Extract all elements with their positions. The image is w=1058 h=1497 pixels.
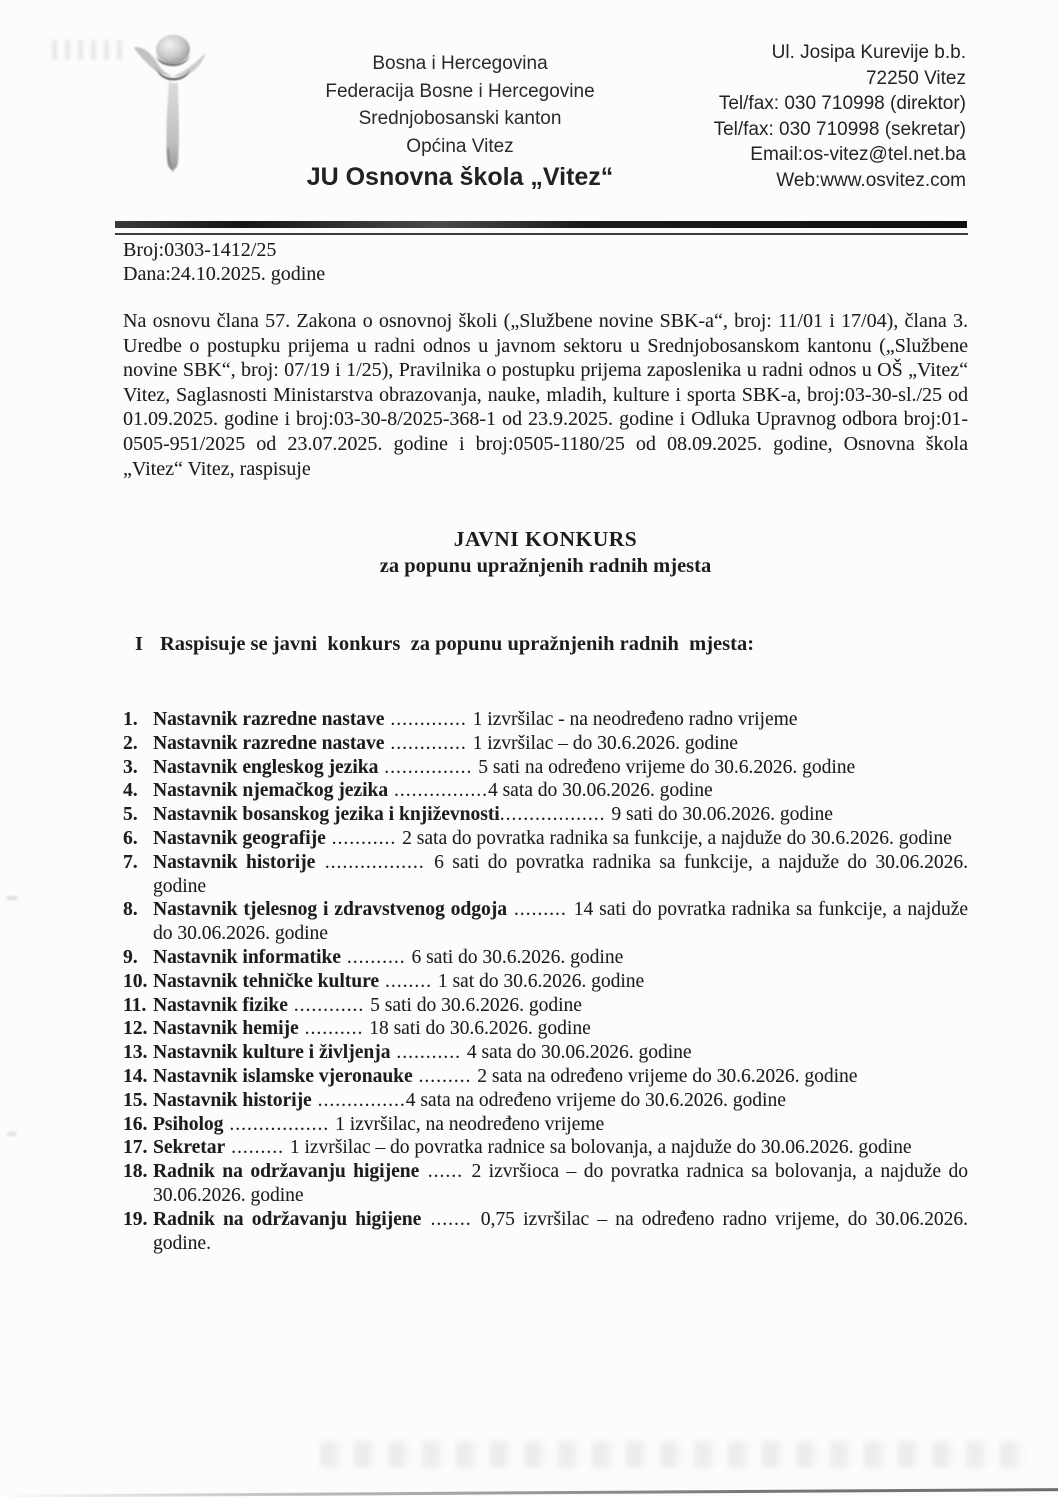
job-item (123, 946, 968, 970)
job-title: Sekretar (153, 1137, 226, 1159)
job-number: 9. (123, 946, 138, 968)
job-leader-dots: ......... (225, 1137, 290, 1159)
email-address: Email:os-vitez@tel.net.ba (750, 144, 966, 165)
country-line: Bosna i Hercegovina (372, 53, 548, 74)
job-title: Nastavnik tjelesnog i zdravstvenog odgoja (153, 899, 508, 921)
job-item (123, 732, 968, 756)
job-number: 12. (123, 1018, 148, 1040)
job-number: 11. (123, 994, 147, 1016)
job-details: 4 sata na određeno vrijeme do 30.6.2026. godine (405, 1089, 786, 1111)
document-title (123, 527, 968, 578)
title-line-2: za popunu upražnjenih radnih mjesta (379, 555, 712, 577)
job-number: 2. (123, 732, 138, 754)
job-item (123, 1041, 968, 1065)
job-item (123, 756, 968, 780)
job-number: 15. (123, 1089, 148, 1111)
job-leader-dots: ............. (384, 709, 473, 730)
job-item (123, 970, 968, 994)
job-number: 14. (123, 1065, 148, 1087)
job-details: 2 sata na određeno vrijeme do 30.6.2026. godine (477, 1065, 858, 1087)
job-details: 6 sati do 30.6.2026. godine (411, 946, 624, 968)
job-details: 2 sata do povratka radnika sa funkcije, a najduže do 30.6.2026. godine (402, 827, 952, 849)
job-number: 6. (123, 827, 138, 849)
title-line-1: JAVNI KONKURS (453, 527, 638, 551)
job-details: 1 sat do 30.6.2026. godine (437, 970, 645, 992)
job-item (123, 1089, 968, 1113)
job-details: 14 sati do povratka radnika sa funkcije, a najduže do 30.06.2026. godine (153, 899, 969, 945)
document-number: Broj:0303-1412/25 (123, 239, 277, 261)
job-item (123, 994, 968, 1018)
letterhead-center (278, 50, 642, 193)
school-logo-icon (128, 26, 216, 186)
scan-artifact-bleedthrough (320, 1441, 1032, 1468)
job-details: 4 sata do 30.06.2026. godine (487, 780, 713, 802)
job-details: 18 sati do 30.6.2026. godine (369, 1018, 591, 1040)
job-details: 6 sati do povratka radnika sa funkcije, a najduže do 30.06.2026. godine (153, 851, 969, 897)
job-title: Psiholog (153, 1113, 224, 1135)
job-leader-dots: .......... (340, 946, 412, 968)
job-item (123, 1160, 968, 1208)
job-details: 5 sati na određeno vrijeme do 30.6.2026. godine (478, 756, 856, 778)
job-number: 16. (123, 1113, 148, 1135)
job-title: Nastavnik engleskog jezika (153, 756, 379, 778)
job-leader-dots: ......... (507, 899, 574, 921)
job-number: 1. (123, 709, 138, 730)
job-item (123, 1065, 968, 1089)
job-item (123, 1136, 968, 1160)
job-details: 1 izvršilac – do povratka radnice sa bolovanja, a najduže do 30.06.2026. godine (289, 1137, 912, 1159)
job-item (123, 1208, 968, 1256)
job-number: 7. (123, 851, 138, 873)
document-meta (123, 239, 325, 286)
job-item (123, 898, 968, 946)
job-item (123, 851, 968, 899)
divider-thick (115, 221, 967, 228)
job-details: 2 izvršioca – do povratka radnica sa bolovanja, a najduže do 30.06.2026. godine (153, 1161, 968, 1206)
job-title: Nastavnik njemačkog jezika (153, 780, 389, 802)
job-number: 4. (123, 780, 138, 802)
job-details: 5 sati do 30.6.2026. godine (370, 994, 582, 1016)
section-heading-text: Raspisuje se javni konkurs za popunu upražnjenih radnih mjesta: (159, 633, 755, 655)
street-address: Ul. Josipa Kurevije b.b. (771, 42, 966, 63)
job-leader-dots: ......... (412, 1065, 478, 1087)
municipality-line: Općina Vitez (406, 135, 514, 157)
job-title: Nastavnik historije (153, 851, 316, 873)
legal-basis-paragraph: Na osnovu člana 57. Zakona o osnovnoj školi („Službene novine SBK-a“, broj: 11/01 i 17/04), člana 3. Uredbe o postupku prijema u radni odnos u javnom sektoru u Srednjobosanskom kantonu („Službene novine SBK“, broj: 07/19 i 1/25), Pravilnika o postupku prijema zaposlenika u radni odnos u OŠ „Vitez“ Vitez, Saglasnosti Ministarstva obrazovanja, nauke, mladih, kulture i sporta SBK-a, broj:03-30-sl./25 od 01.09.2025. godine i broj:03-30-8/2025-368-1 od 23.9.2025. godine i Odluka Upravnog odbora broj:01-0505-951/2025 od 23.07.2025. godine i broj:0505-1180/25 od 08.09.2025. godine, Osnovna škola „Vitez“ Vitez, raspisuje (123, 310, 968, 480)
job-details: 1 izvršilac - na neodređeno radno vrijeme (472, 709, 798, 730)
job-title: Nastavnik tehničke kulture (153, 970, 380, 992)
job-details: 0,75 izvršilac – na određeno radno vrijeme, do 30.06.2026. godine. (153, 1208, 968, 1254)
job-title: Nastavnik hemije (153, 1018, 299, 1040)
job-title: Nastavnik bosanskog jezika i književnosti (153, 804, 500, 826)
job-number: 3. (123, 756, 138, 778)
job-list (123, 708, 968, 1255)
job-title: Nastavnik historije (153, 1089, 312, 1111)
job-number: 8. (123, 899, 138, 921)
letterhead-contact (714, 40, 966, 193)
job-leader-dots: ............... (378, 756, 479, 778)
scan-artifact-smudge (52, 40, 126, 60)
section-numeral: I (135, 633, 143, 655)
phone-director: Tel/fax: 030 710998 (direktor) (718, 93, 966, 114)
section-heading (135, 633, 754, 656)
document-date: Dana:24.10.2025. godine (123, 262, 326, 285)
job-number: 18. (123, 1161, 148, 1183)
scan-artifact-margin-mark (7, 896, 17, 900)
job-item (123, 779, 968, 803)
job-item (123, 708, 968, 732)
job-title: Radnik na održavanju higijene (153, 1208, 422, 1230)
phone-secretary: Tel/fax: 030 710998 (sekretar) (713, 118, 966, 140)
job-number: 19. (123, 1208, 148, 1230)
job-title: Nastavnik fizike (153, 994, 288, 1016)
job-leader-dots: ............. (384, 732, 473, 754)
job-leader-dots: .......... (298, 1018, 370, 1040)
postal-city: 72250 Vitez (865, 67, 966, 89)
job-title: Nastavnik razredne nastave (153, 709, 385, 730)
federation-line: Federacija Bosne i Hercegovine (325, 80, 595, 102)
job-title: Nastavnik geografije (153, 827, 326, 849)
job-title: Nastavnik razredne nastave (153, 732, 385, 754)
canton-line: Srednjobosanski kanton (358, 108, 562, 129)
job-details: 4 sata do 30.06.2026. godine (466, 1042, 692, 1064)
job-number: 5. (123, 804, 138, 826)
job-number: 13. (123, 1042, 148, 1064)
job-leader-dots: ................. (315, 851, 435, 873)
job-number: 17. (123, 1137, 148, 1159)
website-address: Web:www.osvitez.com (776, 169, 966, 191)
job-leader-dots: ............... (311, 1089, 406, 1111)
job-leader-dots: ................. (223, 1113, 336, 1135)
job-leader-dots: ........ (379, 970, 438, 992)
job-leader-dots: ....... (421, 1208, 481, 1230)
job-leader-dots: ................ (388, 780, 488, 802)
job-details: 9 sati do 30.06.2026. godine (611, 804, 833, 826)
job-item (123, 803, 968, 827)
job-number: 10. (123, 970, 148, 992)
job-details: 1 izvršilac, na neodređeno vrijeme (335, 1113, 605, 1135)
job-item (123, 1113, 968, 1137)
job-item (123, 827, 968, 851)
job-leader-dots: ........... (390, 1042, 467, 1064)
job-leader-dots: .................. (499, 804, 612, 826)
job-title: Nastavnik islamske vjeronauke (153, 1065, 413, 1087)
job-title: Nastavnik informatike (153, 946, 341, 968)
divider-thin (115, 233, 968, 235)
scan-artifact-margin-mark (7, 1132, 16, 1136)
job-title: Nastavnik kulture i življenja (153, 1042, 391, 1064)
job-leader-dots: ............ (287, 994, 371, 1016)
job-details: 1 izvršilac – do 30.6.2026. godine (472, 732, 738, 754)
job-item (123, 1017, 968, 1041)
job-leader-dots: ...... (419, 1161, 472, 1183)
job-title: Radnik na održavanju higijene (153, 1161, 420, 1183)
school-name: JU Osnovna škola „Vitez“ (306, 163, 614, 191)
job-leader-dots: ........... (325, 827, 403, 849)
scan-artifact-page-edge (0, 1488, 1058, 1497)
